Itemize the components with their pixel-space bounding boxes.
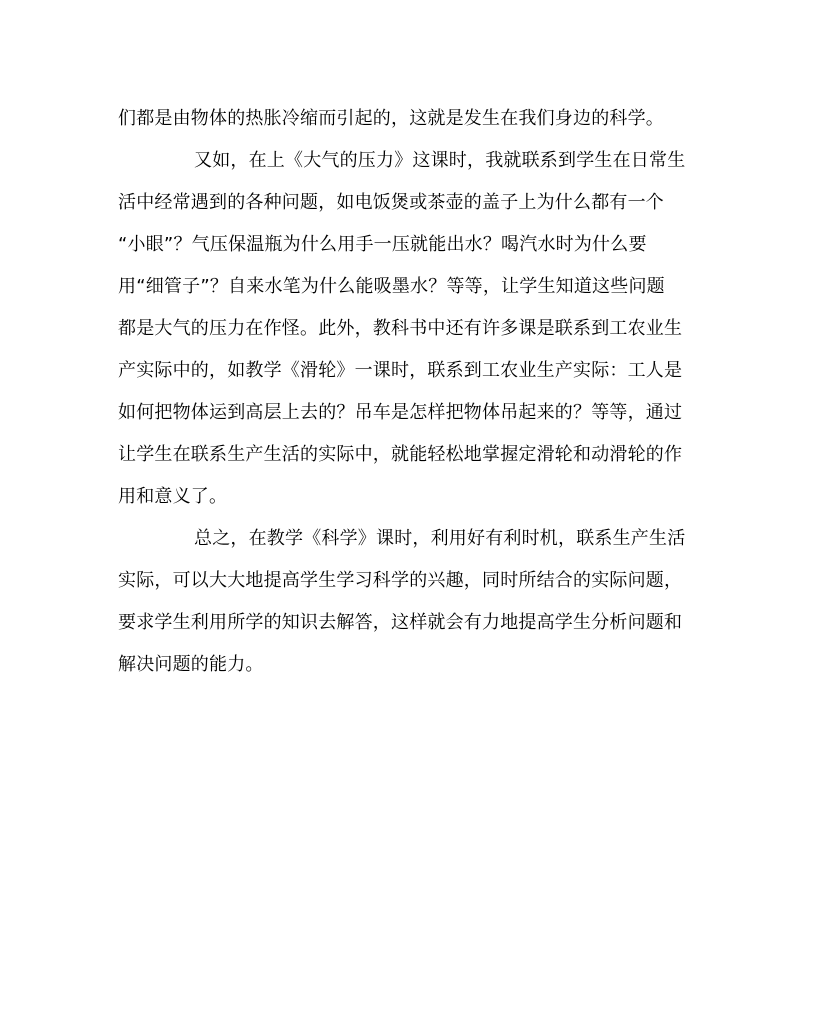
text-line-10: 用和意义了。 <box>118 486 228 507</box>
text-line-3: 活中经常遇到的各种问题，如电饭煲或茶壶的盖子上为什么都有一个 <box>118 192 664 213</box>
text-line-1: 们都是由物体的热胀冷缩而引起的，这就是发生在我们身边的科学。 <box>118 108 664 129</box>
text-line-13: 要求学生利用所学的知识去解答，这样就会有力地提高学生分析问题和 <box>118 612 683 633</box>
text-line-4: “小眼”？气压保温瓶为什么用手一压就能出水？喝汽水时为什么要 <box>118 234 647 255</box>
text-line-5: 用“细管子”？自来水笔为什么能吸墨水？等等，让学生知道这些问题 <box>118 276 665 297</box>
text-line-6: 都是大气的压力在作怪。此外，教科书中还有许多课是联系到工农业生 <box>118 318 683 339</box>
text-line-9: 让学生在联系生产生活的实际中，就能轻松地掌握定滑轮和动滑轮的作 <box>118 444 683 465</box>
document-body <box>118 98 698 686</box>
text-line-14: 解决问题的能力。 <box>118 654 264 675</box>
text-line-12: 实际，可以大大地提高学生学习科学的兴趣，同时所结合的实际问题， <box>118 570 683 591</box>
text-line-7: 产实际中的，如教学《滑轮》一课时，联系到工农业生产实际：工人是 <box>118 360 683 381</box>
text-line-11: 总之，在教学《科学》课时，利用好有利时机，联系生产生活 <box>194 528 686 549</box>
text-line-8: 如何把物体运到高层上去的？吊车是怎样把物体吊起来的？等等，通过 <box>118 402 683 423</box>
text-line-2: 又如，在上《大气的压力》这课时，我就联系到学生在日常生 <box>194 150 686 171</box>
